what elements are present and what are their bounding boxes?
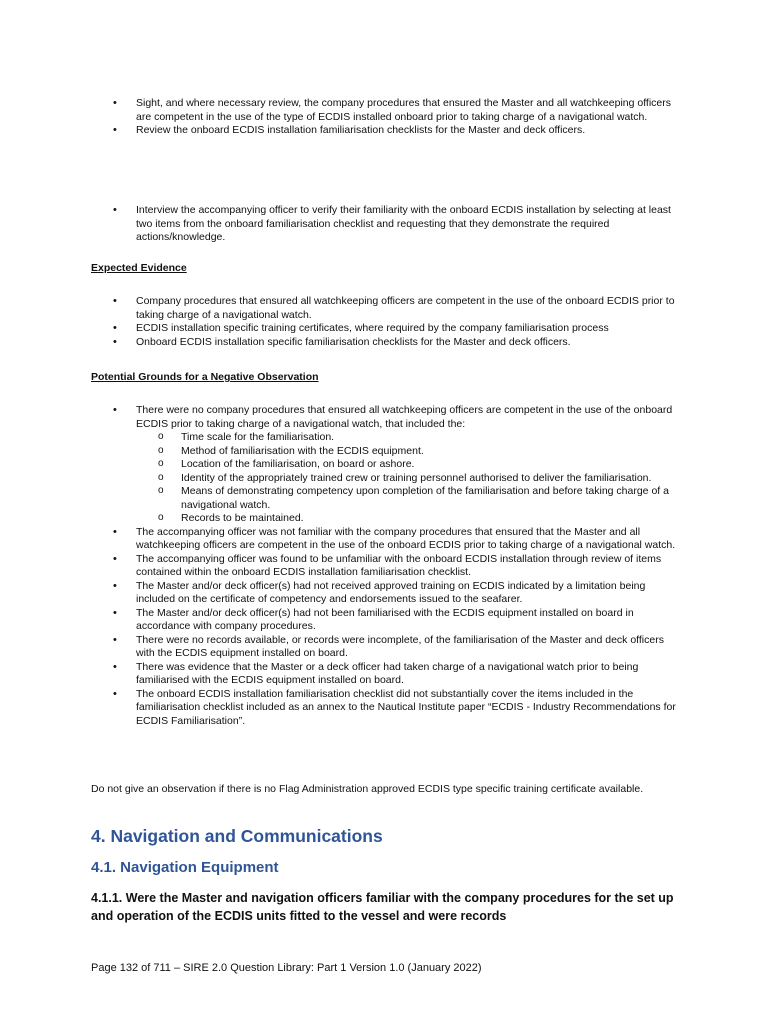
sub-list-item: o Identity of the appropriately trained crew or training personnel authorised to deliver the familiarisation. [136, 472, 681, 486]
list-item: • Company procedures that ensured all watchkeeping officers are competent in the use of the onboard ECDIS prior to taking charge of a navigational watch. [91, 295, 681, 322]
list-item: • There were no records available, or records were incomplete, of the familiarisation of the Master and deck officers with the ECDIS equipment installed on board. [91, 634, 681, 661]
sub-list-item: o Time scale for the familiarisation. [136, 431, 681, 445]
expected-evidence-list [91, 295, 681, 349]
list-item: • Sight, and where necessary review, the company procedures that ensured the Master and all watchkeeping officers are competent in the use of the type of ECDIS installed onboard prior to taking charge of a navigational watch. [91, 97, 681, 124]
list-item: • There was evidence that the Master or a deck officer had taken charge of a navigational watch prior to being familiarised with the ECDIS equipment installed on board. [91, 661, 681, 688]
sub-list-item: o Means of demonstrating competency upon completion of the familiarisation and before taking charge of a navigational watch. [136, 485, 681, 512]
sub-list-item: o Method of familiarisation with the ECDIS equipment. [136, 445, 681, 459]
list-item: • The Master and/or deck officer(s) had not received approved training on ECDIS indicated by a limitation being included on the certificate of competency and endorsements issued to the seafarer. [91, 580, 681, 607]
list-item [91, 404, 681, 526]
list-item-text: There were no company procedures that ensured all watchkeeping officers are competent in the use of the onboard ECDIS prior to taking charge of a navigational watch, that included the: [136, 404, 673, 430]
top-bullets [91, 97, 681, 138]
negative-observation-list [91, 404, 681, 728]
list-item: • The Master and/or deck officer(s) had not been familiarised with the ECDIS equipment installed on board in accordance with company procedures. [91, 607, 681, 634]
question-heading: 4.1.1. Were the Master and navigation officers familiar with the company procedures for the set up and operation of the ECDIS units fitted to the vessel and were records [91, 891, 674, 923]
list-item: • Review the onboard ECDIS installation familiarisation checklists for the Master and deck officers. [91, 124, 681, 138]
sub-list-item: o Location of the familiarisation, on board or ashore. [136, 458, 681, 472]
section-heading: 4. Navigation and Communications [91, 826, 383, 846]
list-item: • ECDIS installation specific training certificates, where required by the company familiarisation process [91, 322, 681, 336]
observation-note: Do not give an observation if there is no Flag Administration approved ECDIS type specific training certificate available. [91, 783, 644, 795]
expected-evidence-heading: Expected Evidence [91, 262, 187, 274]
list-item: • The onboard ECDIS installation familiarisation checklist did not substantially cover the items included in the familiarisation checklist included as an annex to the Nautical Institute paper “ECDIS - Industry Recommendations for ECDIS Familiarisation”. [91, 688, 681, 729]
sub-list [136, 431, 681, 526]
list-item: • The accompanying officer was not familiar with the company procedures that ensured that the Master and all watchkeeping officers are competent in the use of the onboard ECDIS prior to taking charge of a navigational watch. [91, 526, 681, 553]
sub-list-item: o Records to be maintained. [136, 512, 681, 526]
list-item: • The accompanying officer was found to be unfamiliar with the onboard ECDIS installation through review of items contained within the onboard ECDIS installation familiarisation checklist. [91, 553, 681, 580]
interview-bullet [91, 204, 681, 245]
list-item: • Interview the accompanying officer to verify their familiarity with the onboard ECDIS installation by selecting at least two items from the onboard familiarisation checklist and requesting that they demonstrate the required actions/knowledge. [91, 204, 681, 245]
subsection-heading: 4.1. Navigation Equipment [91, 859, 279, 876]
negative-observation-heading: Potential Grounds for a Negative Observation [91, 371, 319, 383]
list-item: • Onboard ECDIS installation specific familiarisation checklists for the Master and deck officers. [91, 336, 681, 350]
page-footer: Page 132 of 711 – SIRE 2.0 Question Library: Part 1 Version 1.0 (January 2022) [91, 962, 482, 974]
